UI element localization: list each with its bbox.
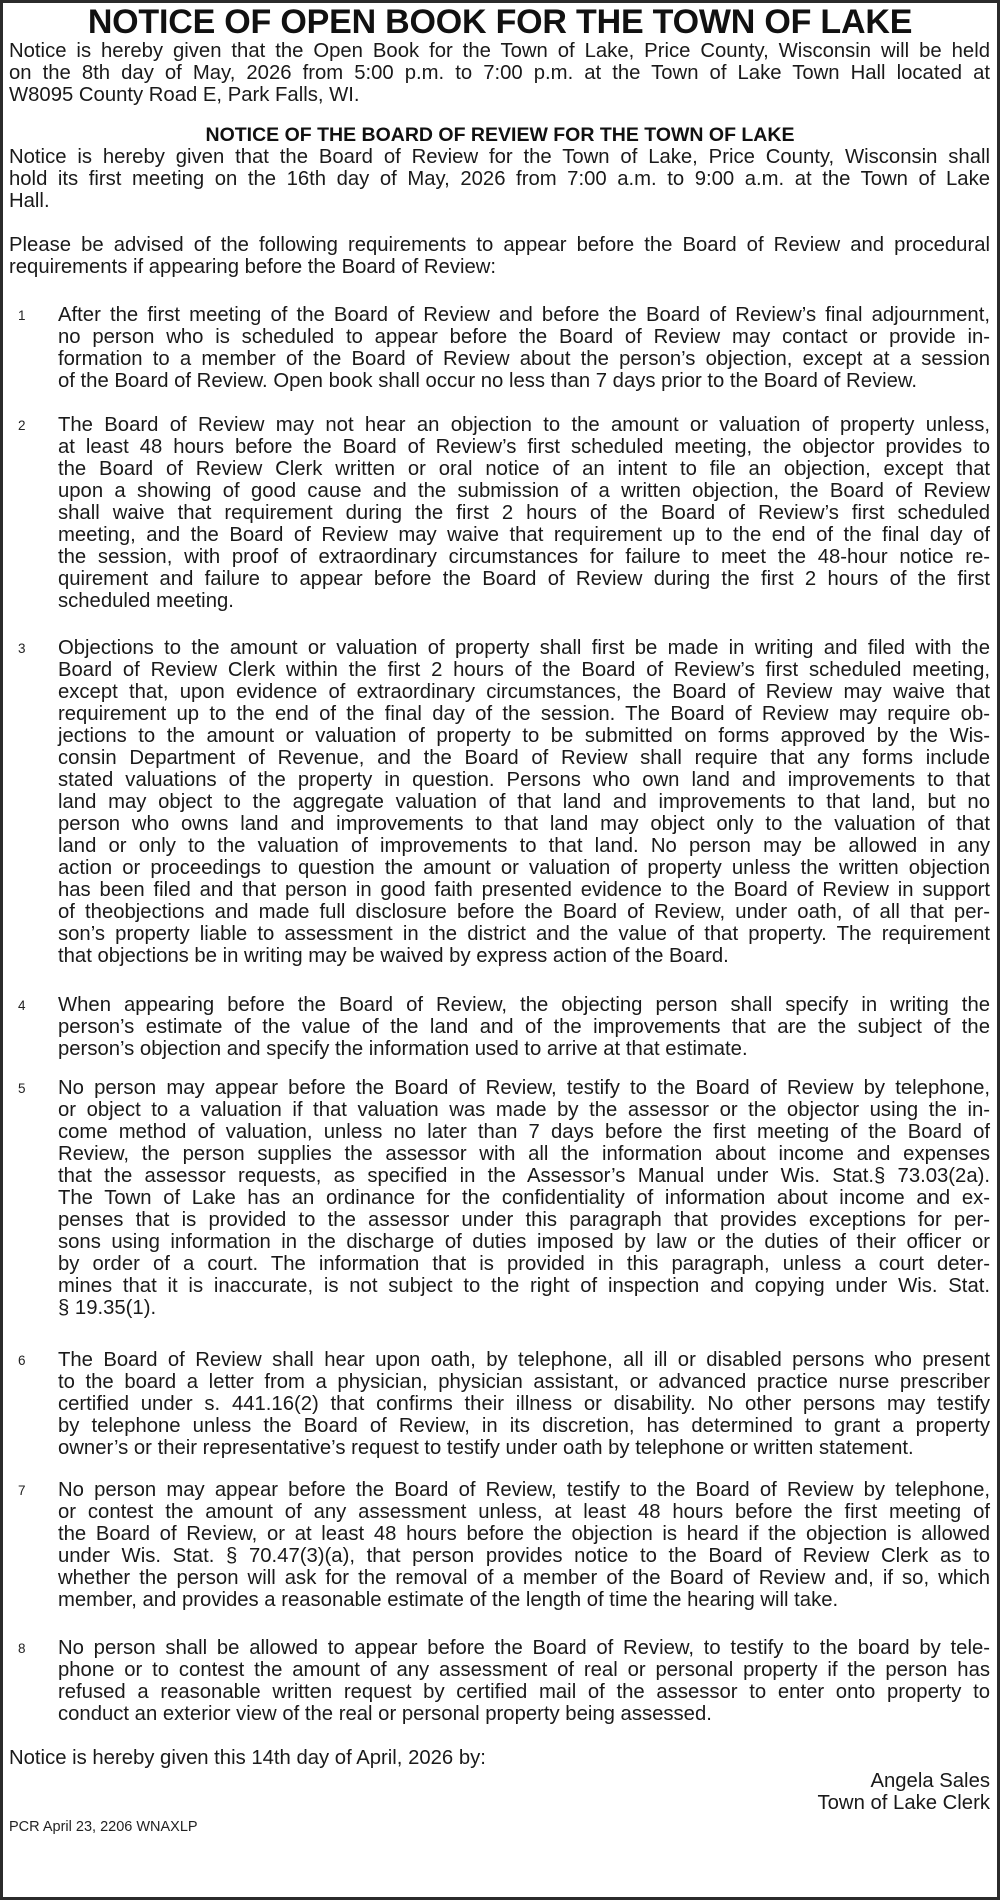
item-text — [58, 994, 990, 1060]
text-line: action or proceedings to question the amount or valuation of property unless the written objection — [58, 857, 990, 879]
text-line: shall waive that requirement during the first 2 hours of the Board of Review’s first scheduled — [58, 502, 990, 524]
text-line: formation to a member of the Board of Review about the person’s objection, except at a session — [58, 348, 990, 370]
text-line: at least 48 hours before the Board of Review’s first scheduled meeting, the objector provides to — [58, 436, 990, 458]
text-line: whether the person will ask for the removal of a member of the Board of Review and, if so, which — [58, 1567, 990, 1589]
text-line: by telephone unless the Board of Review, in its discretion, has determined to grant a property — [58, 1415, 990, 1437]
item-text — [58, 414, 990, 612]
text-line: Notice is hereby given that the Open Book for the Town of Lake, Price County, Wisconsin will be held — [9, 40, 990, 62]
item-text — [58, 637, 990, 967]
text-line: person’s objection and specify the information used to arrive at that estimate. — [58, 1038, 748, 1060]
closing-paragraph — [9, 1747, 990, 1769]
text-line: hold its first meeting on the 16th day of May, 2026 from 7:00 a.m. to 9:00 a.m. at the Town of Lake — [9, 168, 990, 190]
text-line: the Board of Review Clerk written or oral notice of an intent to file an objection, except that — [58, 458, 990, 480]
text-line: conduct an exterior view of the real or personal property being assessed. — [58, 1703, 712, 1725]
text-line: penses that is provided to the assessor under this paragraph that provides exceptions for per- — [58, 1209, 990, 1231]
text-line: Hall. — [9, 190, 50, 212]
text-line: Review, the person supplies the assessor with all the information about income and expenses — [58, 1143, 990, 1165]
item-text — [58, 1349, 990, 1459]
item-number: 4 — [18, 998, 26, 1013]
text-line: the Board of Review, or at least 48 hours before the objection is heard if the objection is allowed — [58, 1523, 990, 1545]
text-line: No person may appear before the Board of Review, testify to the Board of Review by telephone, — [58, 1479, 990, 1501]
text-line: certified under s. 441.16(2) that confirms their illness or disability. No other persons may testify — [58, 1393, 990, 1415]
text-line: When appearing before the Board of Review, the objecting person shall specify in writing the — [58, 994, 990, 1016]
text-line: of the Board of Review. Open book shall occur no less than 7 days prior to the Board of Review. — [58, 370, 918, 392]
text-line: no person who is scheduled to appear before the Board of Review may contact or provide in- — [58, 326, 990, 348]
text-line: that objections be in writing may be waived by express action of the Board. — [58, 945, 729, 967]
item-text — [58, 1637, 990, 1725]
item-number: 6 — [18, 1353, 26, 1368]
text-line: or object to a valuation if that valuation was made by the assessor or the objector using the in- — [58, 1099, 990, 1121]
text-line: consin Department of Revenue, and the Board of Review shall require that any forms include — [58, 747, 990, 769]
item-text — [58, 1077, 990, 1319]
open-book-title: NOTICE OF OPEN BOOK FOR THE TOWN OF LAKE — [87, 3, 913, 41]
signature-title: Town of Lake Clerk — [817, 1792, 990, 1814]
text-line: member, and provides a reasonable estimate of the length of time the hearing will take. — [58, 1589, 839, 1611]
text-line: phone or to contest the amount of any assessment of real or personal property if the person has — [58, 1659, 990, 1681]
text-line: has been filed and that person in good faith presented evidence to the Board of Review in support — [58, 879, 990, 901]
item-number: 1 — [18, 308, 26, 323]
text-line: person who owns land and improvements to that land may object only to the valuation of that — [58, 813, 990, 835]
text-line: that the assessor requests, as specified in the Assessor’s Manual under Wis. Stat.§ 73.03(2a). — [58, 1165, 990, 1187]
closing-line: Notice is hereby given this 14th day of April, 2026 by: — [9, 1747, 486, 1769]
text-line: mines that it is inaccurate, is not subject to the right of inspection and copying under Wis. Stat. — [58, 1275, 990, 1297]
text-line: upon a showing of good cause and the submission of a written objection, the Board of Review — [58, 480, 990, 502]
board-of-review-paragraph — [9, 146, 990, 212]
text-line: jections to the amount or valuation of property to be submitted on forms approved by the Wis- — [58, 725, 990, 747]
text-line: No person shall be allowed to appear before the Board of Review, to testify to the board by tele- — [58, 1637, 990, 1659]
item-number: 8 — [18, 1641, 26, 1656]
text-line: son’s property liable to assessment in the district and the value of that property. The requirement — [58, 923, 990, 945]
text-line: Board of Review Clerk within the first 2 hours of the Board of Review’s first scheduled meeting, — [58, 659, 990, 681]
text-line: quirement and failure to appear before the Board of Review during the first 2 hours of the first — [58, 568, 990, 590]
text-line: land may object to the aggregate valuation of that land and improvements to that land, but no — [58, 791, 990, 813]
open-book-paragraph — [9, 40, 990, 106]
text-line: The Board of Review shall hear upon oath, by telephone, all ill or disabled persons who present — [58, 1349, 990, 1371]
text-line: stated valuations of the property in question. Persons who own land and improvements to that — [58, 769, 990, 791]
text-line: the session, with proof of extraordinary circumstances for failure to meet the 48-hour notice re- — [58, 546, 990, 568]
item-text — [58, 304, 990, 392]
text-line: refused a reasonable written request by certified mail of the assessor to enter onto property to — [58, 1681, 990, 1703]
text-line: § 19.35(1). — [58, 1297, 157, 1319]
text-line: requirements if appearing before the Board of Review: — [9, 256, 497, 278]
text-line: on the 8th day of May, 2026 from 5:00 p.m. to 7:00 p.m. at the Town of Lake Town Hall located at — [9, 62, 990, 84]
item-number: 2 — [18, 418, 26, 433]
text-line: The Board of Review may not hear an objection to the amount or valuation of property unless, — [58, 414, 990, 436]
text-line: under Wis. Stat. § 70.47(3)(a), that person provides notice to the Board of Review Clerk as to — [58, 1545, 990, 1567]
signature-block — [590, 1770, 990, 1814]
item-number: 3 — [18, 641, 26, 656]
text-line: scheduled meeting. — [58, 590, 234, 612]
text-line: of theobjections and made full disclosure before the Board of Review, under oath, of all that per- — [58, 901, 990, 923]
text-line: land or only to the valuation of improvements to that land. No person may be allowed in any — [58, 835, 990, 857]
text-line: sons using information in the discharge of duties imposed by law or the duties of their officer or — [58, 1231, 990, 1253]
text-line: Notice is hereby given that the Board of Review for the Town of Lake, Price County, Wisconsin shall — [9, 146, 990, 168]
publication-note: PCR April 23, 2206 WNAXLP — [9, 1819, 198, 1835]
text-line: Please be advised of the following requirements to appear before the Board of Review and procedural — [9, 234, 990, 256]
item-number: 5 — [18, 1081, 26, 1096]
text-line: W8095 County Road E, Park Falls, WI. — [9, 84, 360, 106]
item-number: 7 — [18, 1483, 26, 1498]
text-line: to the board a letter from a physician, physician assistant, or advanced practice nurse prescriber — [58, 1371, 990, 1393]
text-line: meeting, and the Board of Review may waive that requirement up to the end of the final day of — [58, 524, 990, 546]
text-line: requirement up to the end of the final day of the session. The Board of Review may require ob- — [58, 703, 990, 725]
advisory-paragraph — [9, 234, 990, 278]
text-line: by order of a court. The information that is provided in this paragraph, unless a court deter- — [58, 1253, 990, 1275]
text-line: owner’s or their representative’s request to testify under oath by telephone or written statement. — [58, 1437, 914, 1459]
text-line: After the first meeting of the Board of Review and before the Board of Review’s final adjournment, — [58, 304, 990, 326]
signature-name: Angela Sales — [870, 1770, 990, 1792]
text-line: or contest the amount of any assessment unless, at least 48 hours before the first meeting of — [58, 1501, 990, 1523]
text-line: except that, upon evidence of extraordinary circumstances, the Board of Review may waive that — [58, 681, 990, 703]
text-line: person’s estimate of the value of the land and of the improvements that are the subject of the — [58, 1016, 990, 1038]
text-line: come method of valuation, unless no later than 7 days before the first meeting of the Board of — [58, 1121, 990, 1143]
text-line: Objections to the amount or valuation of property shall first be made in writing and filed with the — [58, 637, 990, 659]
text-line: No person may appear before the Board of Review, testify to the Board of Review by telephone, — [58, 1077, 990, 1099]
item-text — [58, 1479, 990, 1611]
board-of-review-heading: NOTICE OF THE BOARD OF REVIEW FOR THE TOWN OF LAKE — [205, 124, 795, 146]
text-line: The Town of Lake has an ordinance for the confidentiality of information about income and ex- — [58, 1187, 990, 1209]
